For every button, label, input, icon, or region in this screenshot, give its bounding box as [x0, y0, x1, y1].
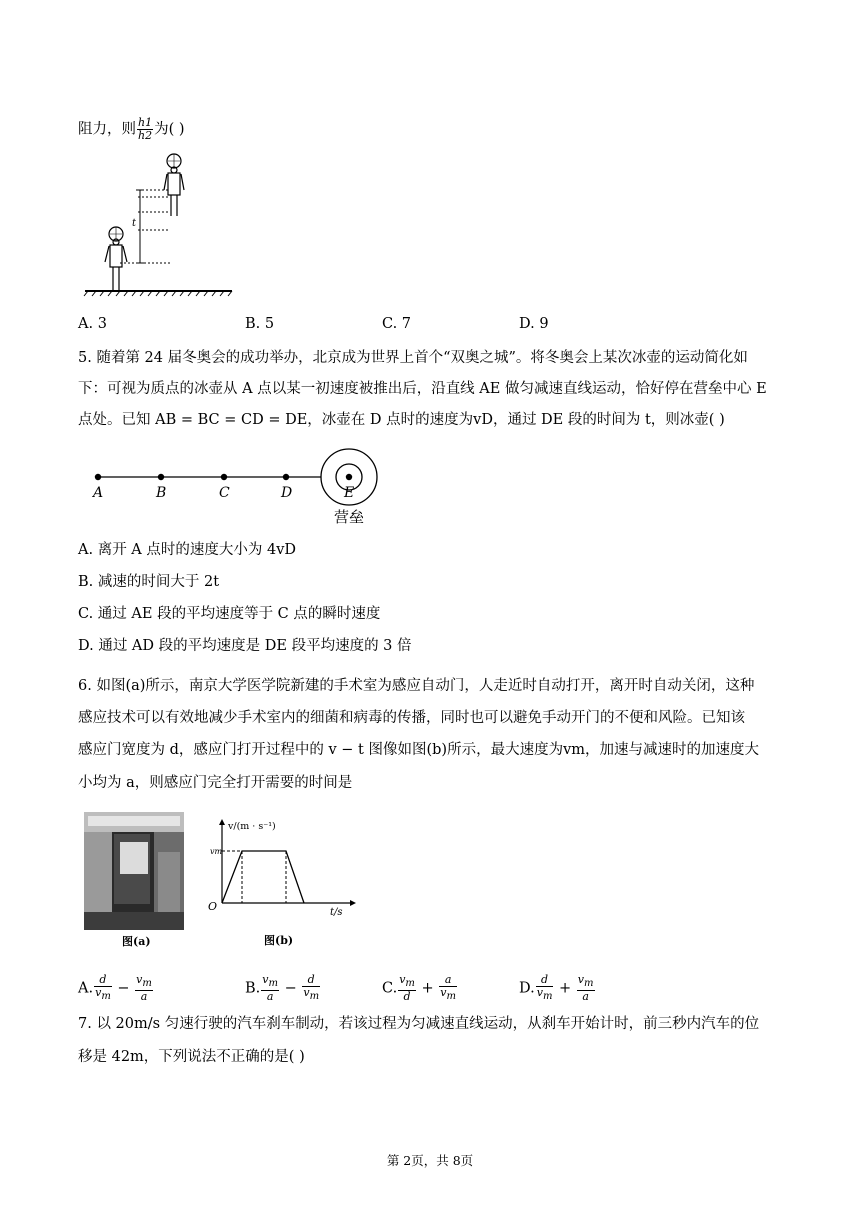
q6-option-d-letter: D. — [519, 980, 535, 997]
q6-figure-a-photo — [84, 812, 189, 947]
jumping-player — [164, 154, 184, 216]
q4-figure-jump — [80, 150, 240, 300]
point-e-label: E — [344, 485, 355, 501]
fig-b-vm: vm — [210, 847, 223, 856]
standing-player — [105, 227, 127, 291]
point-b-label: B — [156, 485, 167, 501]
q4-stem-tail — [78, 117, 185, 142]
q4-frac-den: h2 — [138, 129, 153, 142]
q5-line-3: 点处。已知 AB = BC = CD = DE，冰壶在 D 点时的速度为vD，通过 DE 段的时间为 t，则冰壶( ) — [78, 412, 725, 428]
q6-option-c[interactable]: C. $\frac{v_m}{d}$ + $\frac{a}{v_m}$ — [382, 973, 456, 1004]
fig-b-ylabel: v/(m · s⁻¹) — [228, 821, 276, 832]
point-d-label: D — [281, 485, 293, 501]
q5-figure-curling — [85, 440, 385, 530]
q6-figure-b-vt-graph — [200, 815, 360, 950]
q6-option-b[interactable]: B. $\frac{v_m}{a}$ − $\frac{d}{v_m}$ — [245, 973, 320, 1004]
point-a-label: A — [93, 485, 104, 501]
q7-line-1: 7. 以 20m/s 匀速行驶的汽车刹车制动，若该过程为匀减速直线运动，从刹车开始计时，前三秒内汽车的位 — [78, 1016, 760, 1032]
fig-b-origin: O — [208, 900, 218, 913]
q6-line-4: 小均为 a，则感应门完全打开需要的时间是 — [78, 775, 353, 791]
q6-option-c-letter: C. — [382, 980, 398, 997]
point-c-label: C — [219, 485, 230, 501]
q6-line-3: 感应门宽度为 d，感应门打开过程中的 v − t 图像如图(b)所示，最大速度为vm，加速与减速时的加速度大 — [78, 742, 760, 758]
q5-option-c[interactable]: C. 通过 AE 段的平均速度等于 C 点的瞬时速度 — [78, 606, 381, 622]
q6-option-a-letter: A. — [78, 980, 94, 997]
q5-option-d[interactable]: D. 通过 AD 段的平均速度是 DE 段平均速度的 3 倍 — [78, 638, 412, 654]
q5-option-a[interactable]: A. 离开 A 点时的速度大小为 4vD — [78, 542, 297, 558]
q4-option-a[interactable]: A. 3 — [78, 316, 107, 332]
q6-option-d[interactable]: D. $\frac{d}{v_m}$ + $\frac{v_m}{a}$ — [519, 973, 594, 1004]
fig-a-caption: 图(a) — [122, 935, 151, 948]
q6-line-2: 感应技术可以有效地减少手术室内的细菌和病毒的传播，同时也可以避免手动开门的不便和风险。已知该 — [78, 710, 745, 726]
house-caption: 营垒 — [334, 508, 365, 526]
q5-line-1: 5. 随着第 24 届冬奥会的成功举办，北京成为世界上首个“双奥之城”。将冬奥会上某次冰壶的运动简化如 — [78, 350, 748, 366]
q4-suffix: 为( ) — [154, 121, 185, 138]
q4-prefix: 阻力，则 — [78, 121, 136, 138]
q7-line-2: 移是 42m，下列说法不正确的是( ) — [78, 1049, 305, 1065]
q5-line-2: 下：可视为质点的冰壶从 A 点以某一初速度被推出后，沿直线 AE 做匀减速直线运动，恰好停在营垒中心 E — [78, 381, 767, 397]
q4-option-c[interactable]: C. 7 — [382, 316, 412, 332]
q6-option-a[interactable]: A. $\frac{d}{v_m}$ − $\frac{v_m}{a}$ — [78, 973, 152, 1004]
page-footer: 第 2页，共 8页 — [386, 1153, 474, 1168]
label-t: t — [132, 218, 137, 229]
q6-line-1: 6. 如图(a)所示，南京大学医学院新建的手术室为感应自动门，人走近时自动打开，离开时自动关闭，这种 — [78, 678, 755, 694]
q4-option-b[interactable]: B. 5 — [245, 316, 275, 332]
q4-option-d[interactable]: D. 9 — [519, 316, 549, 332]
fig-b-xlabel: t/s — [330, 907, 343, 918]
q5-option-b[interactable]: B. 减速的时间大于 2t — [78, 574, 220, 590]
q4-frac-num: h1 — [138, 116, 153, 129]
fig-b-caption: 图(b) — [264, 934, 294, 947]
q6-option-b-letter: B. — [245, 980, 261, 997]
q4-fraction — [137, 117, 153, 142]
